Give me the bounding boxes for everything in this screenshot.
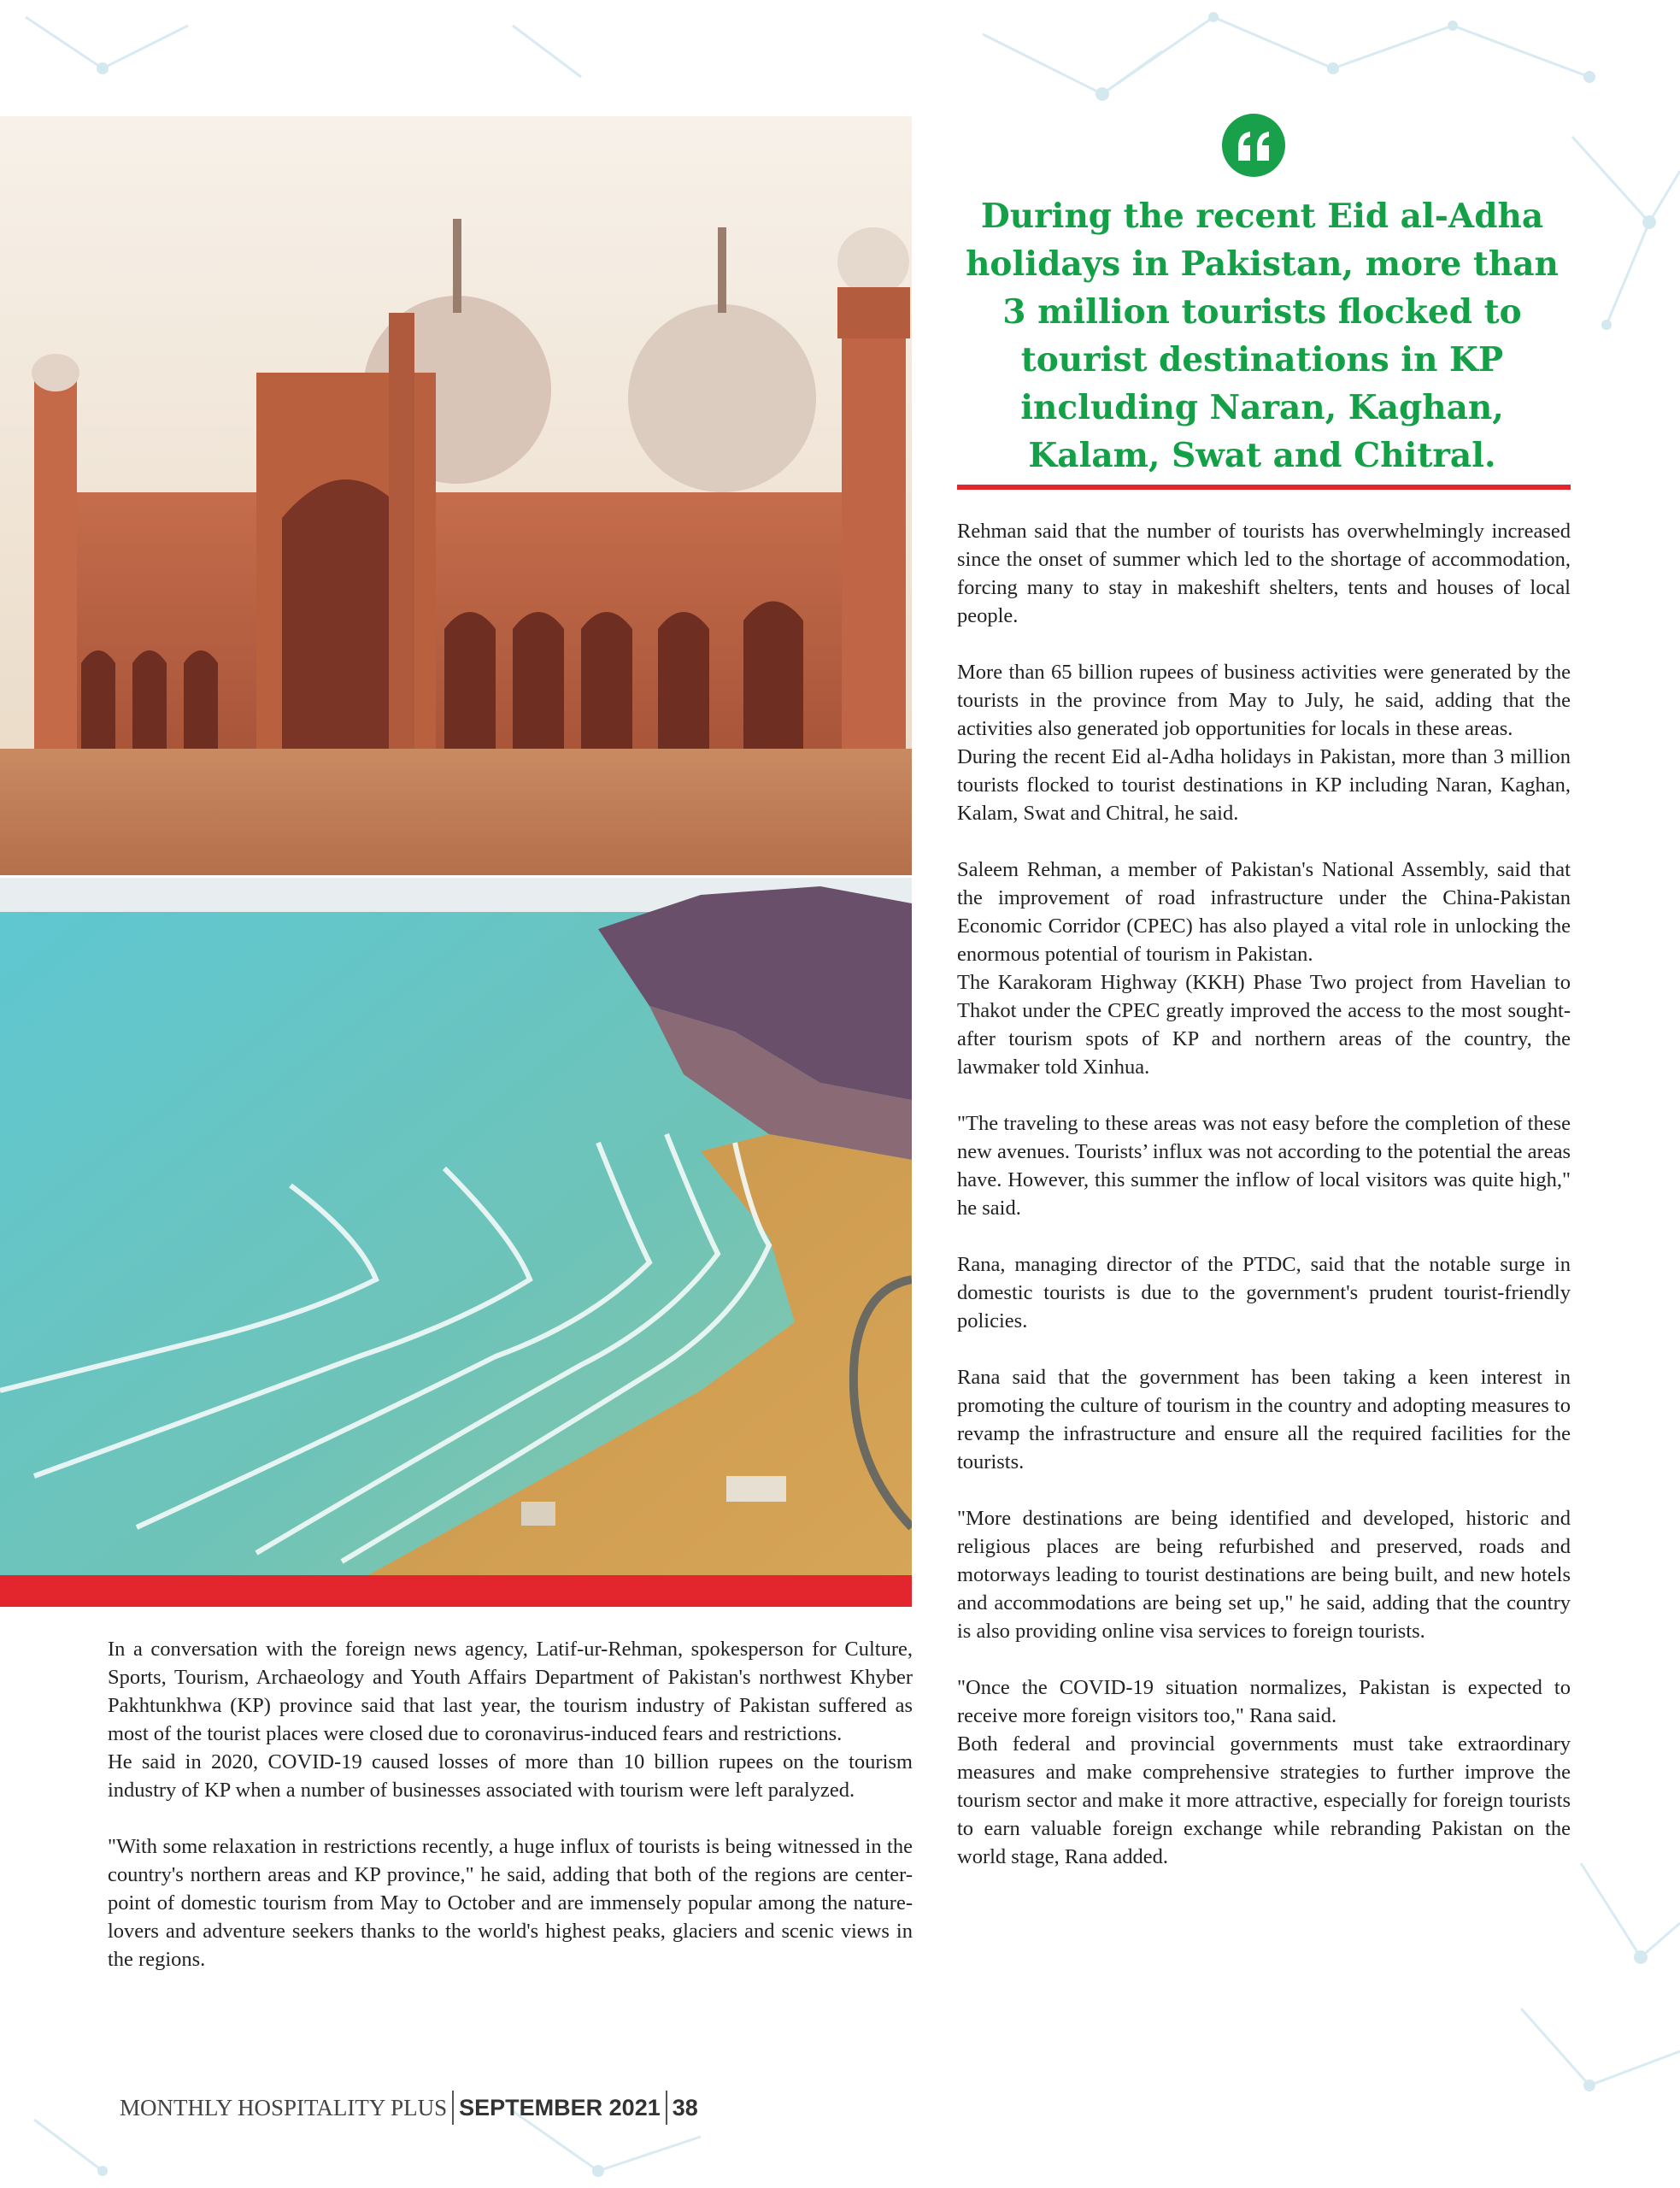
article-paragraph: During the recent Eid al-Adha holidays in Pakistan, more than 3 million tourists flocked to tourist destinations in KP including Naran, Kaghan, Kalam, Swat and Chitral, he said. [957,745,1571,825]
left-article-column [108,1635,913,1973]
article-paragraph: "With some relaxation in restrictions recently, a huge influx of tourists is being witnessed in the country's northern areas and KP province," he said, adding that both of the regions are center-point of domestic tourism from May to October and are immensely popular among the nature-lovers and adventure seekers thanks to the world's highest peaks, glaciers and scenic views in the regions. [108,1835,913,1971]
footer-divider [666,2091,667,2125]
page-footer [120,2091,698,2125]
magazine-name: MONTHLY HOSPITALITY PLUS [120,2095,448,2120]
article-paragraph: More than 65 billion rupees of business activities were generated by the tourists in the province from May to July, he said, adding that the activities also generated job opportunities for locals in these areas. [957,661,1571,740]
footer-divider [452,2091,454,2125]
article-paragraph: In a conversation with the foreign news agency, Latif-ur-Rehman, spokesperson for Culture, Sports, Tourism, Archaeology and Youth Affairs Department of Pakistan's northwest Khyber Pakhtunkhwa (KP) province said that last year, the tourism industry of Pakistan suffered as most of the tourist places were closed due to coronavirus-induced fears and restrictions. [108,1638,913,1745]
red-accent-band [0,1575,912,1607]
article-paragraph: The Karakoram Highway (KKH) Phase Two project from Havelian to Thakot under the CPEC greatly improved the access to the most sought-after tourism spots of KP and northern areas of the country, the lawmaker told Xinhua. [957,971,1571,1079]
article-paragraph: Rehman said that the number of tourists has overwhelmingly increased since the onset of summer which led to the shortage of accommodation, forcing many to stay in makeshift shelters, tents and houses of local people. [957,520,1571,627]
article-paragraph: Saleem Rehman, a member of Pakistan's National Assembly, said that the improvement of road infrastructure under the China-Pakistan Economic Corridor (CPEC) has also played a vital role in unlocking the enormous potential of tourism in Pakistan. [957,858,1571,966]
article-paragraph: Rana, managing director of the PTDC, said that the notable surge in domestic tourists is due to the government's prudent tourist-friendly policies. [957,1253,1571,1332]
article-paragraph: "Once the COVID-19 situation normalizes, Pakistan is expected to receive more foreign visitors too," Rana said. [957,1676,1571,1727]
pull-quote-divider [957,485,1571,490]
article-paragraph: He said in 2020, COVID-19 caused losses of more than 10 billion rupees on the tourism industry of KP when a number of businesses associated with tourism were left paralyzed. [108,1750,913,1802]
issue-date: SEPTEMBER 2021 [459,2095,661,2120]
coastal-beach-aerial-photo [0,878,912,1580]
article-paragraph: Both federal and provincial governments must take extraordinary measures and make comprehensive strategies to further improve the tourism sector and make it more attractive, especially for foreign tourists to earn valuable foreign exchange while rebranding Pakistan on the world stage, Rana added. [957,1732,1571,1868]
article-paragraph: "The traveling to these areas was not easy before the completion of these new avenues. Tourists’ influx was not according to the potential the areas have. However, this summer the inflow of local visitors was quite high," he said. [957,1112,1571,1220]
right-article-column [957,517,1571,1871]
badshahi-mosque-photo [0,116,912,875]
quote-mark-icon [1222,114,1285,177]
article-paragraph: Rana said that the government has been taking a keen interest in promoting the culture of tourism in the country and adopting measures to revamp the infrastructure and ensure all the required facilities for the tourists. [957,1366,1571,1473]
article-paragraph: "More destinations are being identified and developed, historic and religious places are being refurbished and preserved, roads and motorways leading to tourist destinations are being built, and new hotels and accommodations are being set up," he said, adding that the country is also providing online visa services to foreign tourists. [957,1507,1571,1643]
page-number: 38 [672,2095,698,2120]
pull-quote: During the recent Eid al-Adha holidays in Pakistan, more than 3 million tourists flocked to tourist destinations in KP including Naran, Kaghan, Kalam, Swat and Chitral. [966,197,1559,475]
